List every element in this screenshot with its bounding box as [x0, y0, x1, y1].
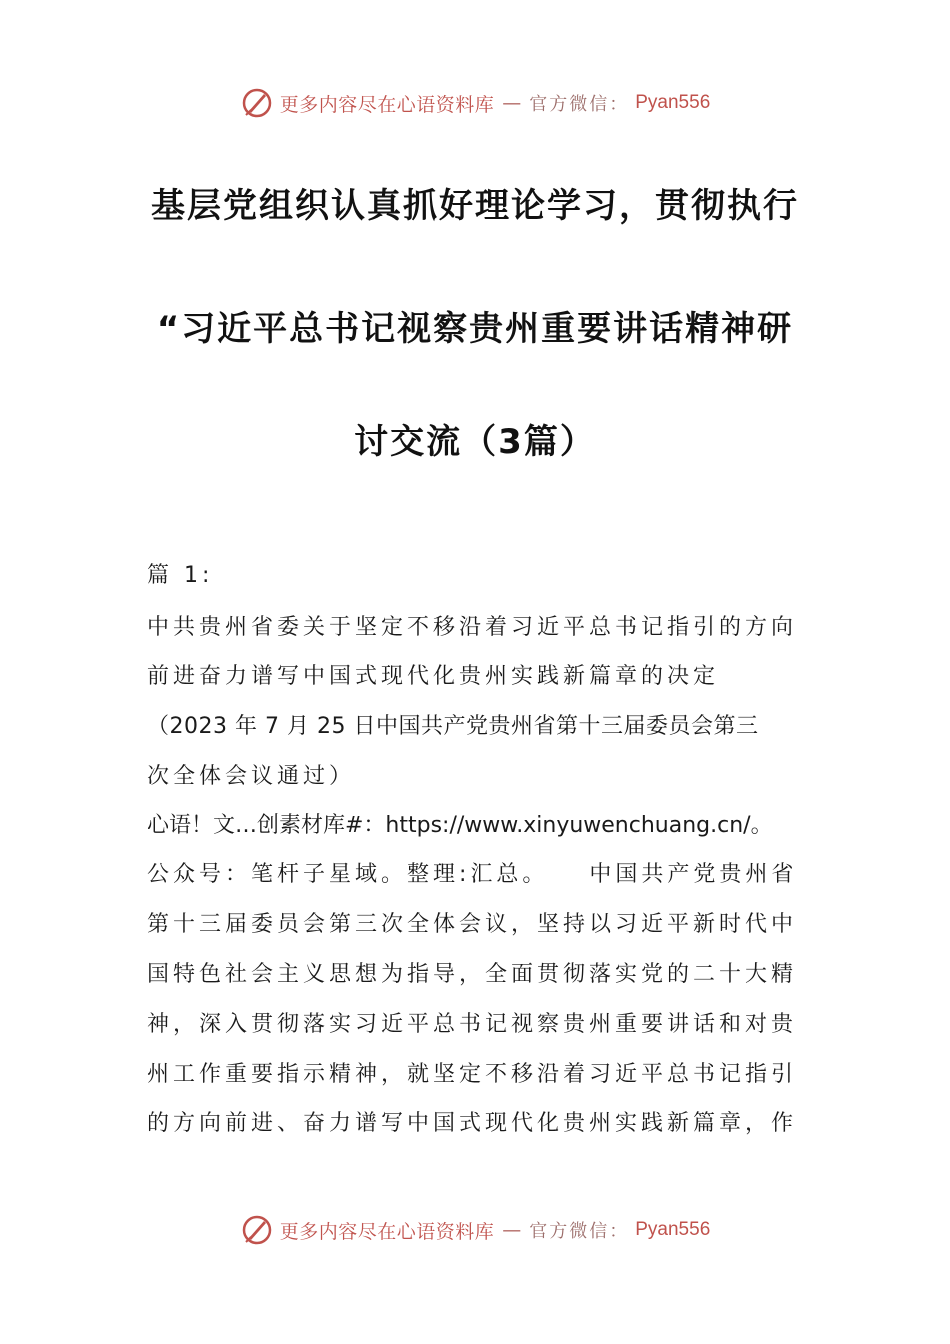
watermark-label: 官方微信：	[529, 1221, 630, 1242]
watermark-dash: —	[502, 92, 522, 114]
title-line-2: “习近平总书记视察贵州重要讲话精神研	[156, 309, 794, 349]
footer-watermark	[0, 1210, 950, 1250]
watermark-id: Pyan556	[635, 1219, 711, 1240]
body-line: 次全体会议通过）	[147, 764, 356, 789]
header-watermark	[0, 83, 950, 123]
body-line: 国特色社会主义思想为指导，全面贯彻落实党的二十大精	[147, 962, 798, 987]
body-line: 第十三届委员会第三次全体会议，坚持以习近平新时代中	[147, 912, 798, 937]
watermark-dash: —	[502, 1219, 522, 1241]
watermark-text: 更多内容尽在心语资料库	[279, 1220, 495, 1243]
quill-logo-icon	[240, 1213, 274, 1247]
body-line: （2023 年 7 月 25 日中国共产党贵州省第十三届委员会第三	[147, 714, 759, 739]
body-line: 前进奋力谱写中国式现代化贵州实践新篇章的决定	[147, 664, 720, 689]
watermark-text: 更多内容尽在心语资料库	[279, 93, 495, 116]
body-line: 篇 1:	[147, 563, 214, 588]
body-line: 州工作重要指示精神，就坚定不移沿着习近平总书记指引	[147, 1062, 798, 1087]
body-line: 的方向前进、奋力谱写中国式现代化贵州实践新篇章，作	[147, 1111, 798, 1136]
body-line: 公众号：笔杆子星域。整理:汇总。 中国共产党贵州省	[147, 862, 798, 887]
body-line: 心语！文…创素材库#：https://www.xinyuwenchuang.cn/。	[147, 813, 773, 838]
body-line: 神，深入贯彻落实习近平总书记视察贵州重要讲话和对贵	[147, 1012, 798, 1037]
watermark-label: 官方微信：	[529, 94, 630, 115]
title-line-3: 讨交流（3篇）	[354, 422, 596, 462]
title-line-1: 基层党组织认真抓好理论学习，贯彻执行	[151, 186, 799, 226]
quill-logo-icon	[240, 86, 274, 120]
body-line: 中共贵州省委关于坚定不移沿着习近平总书记指引的方向	[147, 615, 798, 640]
watermark-id: Pyan556	[635, 92, 711, 113]
